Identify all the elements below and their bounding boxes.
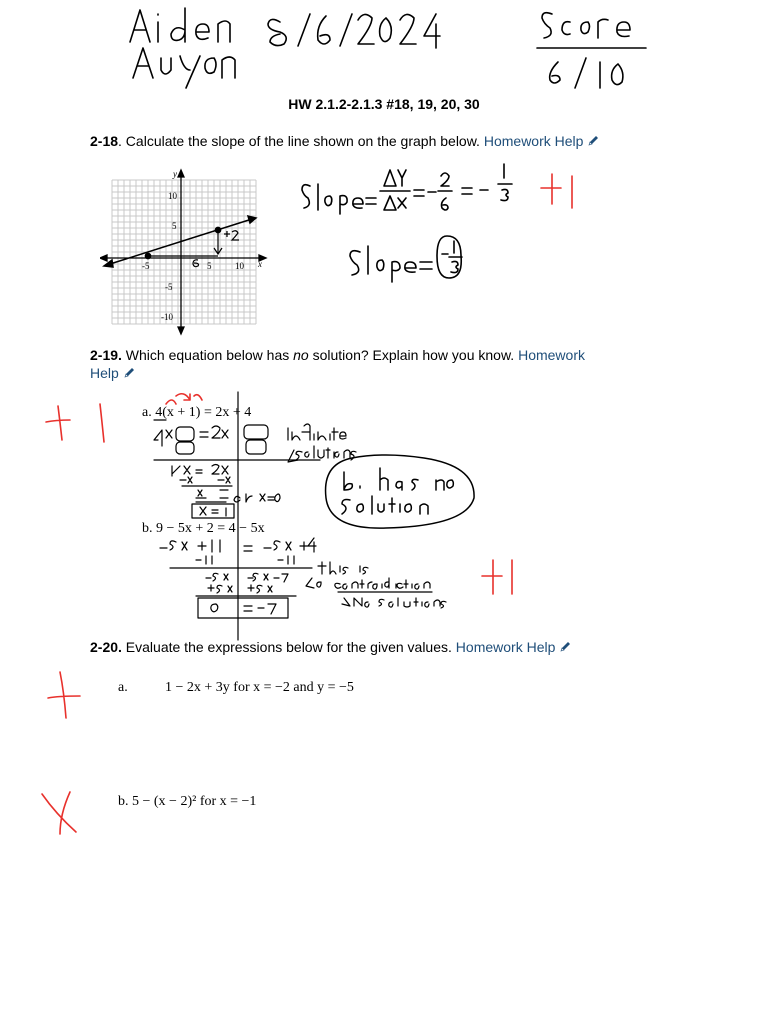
item-label: a.	[142, 405, 152, 420]
assignment-title: HW 2.1.2-2.1.3 #18, 19, 20, 30	[288, 96, 480, 112]
question-number: 2-20.	[90, 639, 122, 655]
question-number: 2-19.	[90, 347, 122, 363]
pencil-icon	[123, 367, 135, 379]
handwritten-equation-a-work	[154, 392, 356, 640]
y-tick-label: -5	[165, 282, 173, 292]
x-tick-label: 10	[235, 261, 244, 271]
red-arrows	[166, 394, 202, 404]
question-text: . Calculate the slope of the line shown on the graph below.	[118, 133, 480, 149]
equation-a	[142, 405, 251, 421]
question-number: 2-18	[90, 133, 119, 149]
x-tick-label: -5	[142, 261, 150, 271]
grading-mark-plus-one	[541, 174, 572, 208]
grading-mark-x	[42, 792, 76, 834]
handwritten-equation-b-work	[160, 538, 446, 618]
handwritten-date	[268, 14, 440, 48]
x-tick-label: 5	[207, 261, 212, 271]
handwritten-last-name	[133, 48, 235, 88]
handwritten-first-name	[130, 8, 230, 42]
emphasis-text: no	[293, 347, 309, 363]
graph-line	[104, 216, 256, 267]
y-tick-label: 5	[172, 221, 177, 231]
pencil-icon	[587, 135, 599, 147]
grading-mark-plus-one	[46, 404, 104, 442]
question-2-19	[90, 346, 670, 382]
equation-text: 9 − 5x + 2 = 4 − 5x	[156, 521, 265, 536]
coordinate-graph	[100, 168, 268, 336]
handwritten-slope-work	[302, 164, 512, 282]
equation-text: 4(x + 1) = 2x + 4	[155, 405, 252, 420]
item-label: b.	[142, 521, 153, 536]
question-text: Evaluate the expressions below for the given values.	[121, 639, 452, 655]
handwritten-answer-oval	[326, 455, 475, 528]
grading-mark-plus-one	[482, 560, 512, 594]
item-label: b.	[118, 794, 129, 809]
expression-a-label: a.	[118, 680, 128, 695]
graph-grid	[112, 180, 256, 324]
handwritten-score	[537, 13, 646, 88]
grading-mark-x	[48, 672, 80, 718]
expression-b	[118, 794, 256, 810]
question-text: solution? Explain how you know.	[308, 347, 515, 363]
question-2-20	[90, 638, 730, 656]
pencil-icon	[559, 641, 571, 653]
homework-help-link[interactable]: Homework Help	[456, 639, 571, 655]
equation-b	[142, 521, 265, 537]
question-2-18	[90, 132, 730, 150]
homework-help-link-continued[interactable]: Help	[90, 365, 135, 381]
homework-help-link[interactable]: Homework Help	[484, 133, 599, 149]
y-axis-label: y	[173, 169, 177, 179]
question-text: Which equation below has	[121, 347, 294, 363]
expression-a: 1 − 2x + 3y for x = −2 and y = −5	[165, 680, 354, 695]
y-tick-label: -10	[161, 312, 173, 322]
expression-text: 5 − (x − 2)² for x = −1	[132, 794, 257, 809]
y-tick-label: 10	[168, 191, 177, 201]
homework-help-link[interactable]: Homework	[518, 347, 585, 363]
x-axis-label: x	[258, 259, 262, 269]
